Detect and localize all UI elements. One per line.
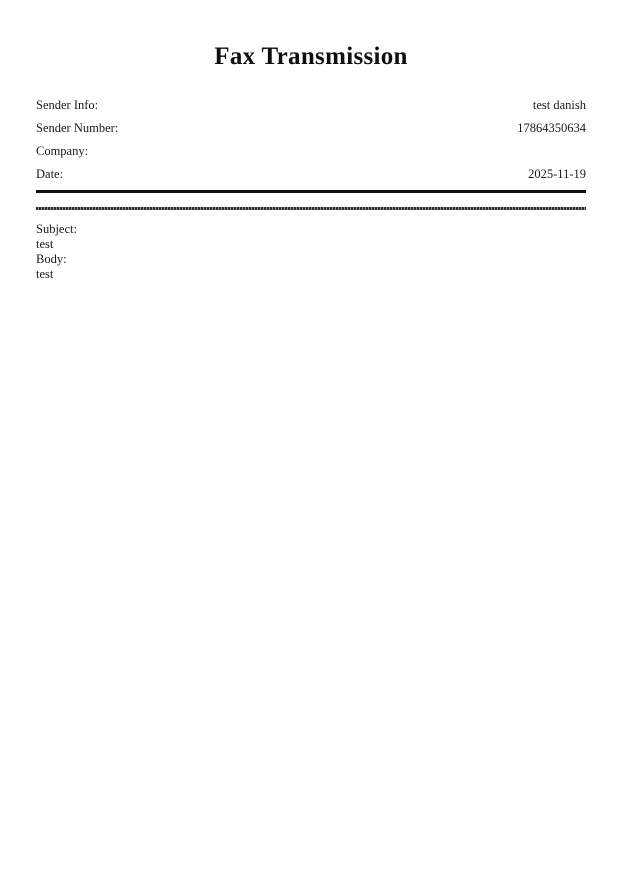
- field-row-sender-info: [36, 94, 586, 117]
- divider-dashed: [36, 207, 586, 210]
- page-title: Fax Transmission: [214, 43, 408, 70]
- body-value: test: [36, 267, 54, 281]
- field-row-date: [36, 163, 586, 186]
- subject-value: test: [36, 237, 54, 251]
- sender-info-value: test danish: [532, 98, 586, 112]
- sender-number-value: 17864350634: [517, 121, 586, 135]
- date-label: Date:: [36, 167, 64, 181]
- sender-number-label: Sender Number:: [36, 121, 119, 135]
- date-value: 2025-11-19: [528, 167, 586, 181]
- field-row-sender-number: [36, 117, 586, 140]
- field-row-company: [36, 140, 586, 163]
- divider-solid: [36, 190, 586, 193]
- message-section: [36, 222, 586, 282]
- sender-info-label: Sender Info:: [36, 98, 99, 112]
- company-label: Company:: [36, 144, 89, 158]
- body-label: Body:: [36, 252, 67, 266]
- header-fields: [36, 94, 586, 186]
- subject-label: Subject:: [36, 222, 77, 236]
- fax-content: [0, 0, 635, 282]
